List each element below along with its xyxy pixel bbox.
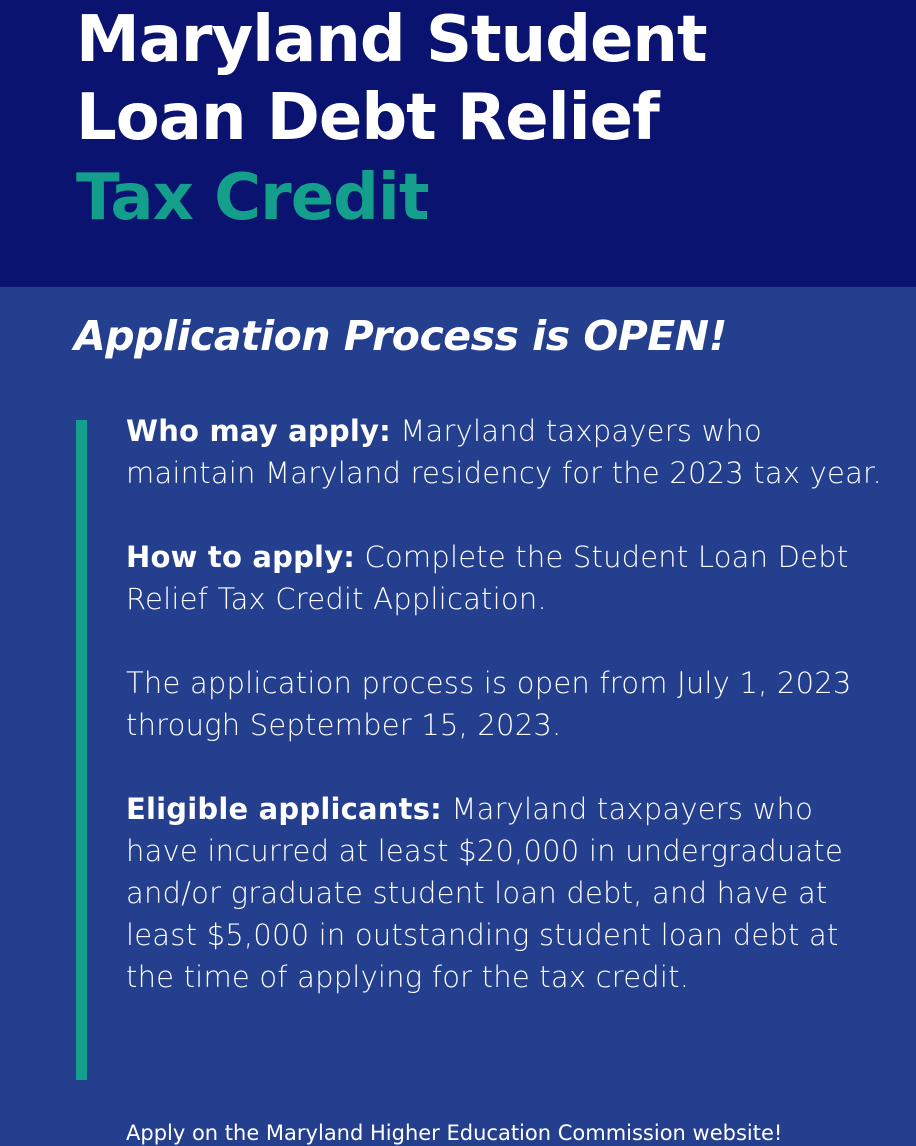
section-label: Who may apply: xyxy=(126,414,391,448)
accent-bar xyxy=(76,420,87,1080)
title-line-2: Loan Debt Relief xyxy=(76,81,659,155)
section-text: Maryland taxpayers who maintain Maryland residency for the 2023 tax year. xyxy=(126,414,882,490)
section-text: Maryland taxpayers who have incurred at least $20,000 in undergraduate and/or graduate student loan debt, and have at least $5,000 in outstanding student loan debt at the time of applying for the tax credit. xyxy=(126,792,844,994)
eligible-applicants-section xyxy=(126,788,886,998)
who-may-apply-section xyxy=(126,410,886,494)
section-label: Eligible applicants: xyxy=(126,792,442,826)
section-text: The application process is open from July 1, 2023 through September 15, 2023. xyxy=(126,666,852,742)
title-line-1: Maryland Student xyxy=(76,3,707,77)
how-to-apply-section xyxy=(126,536,886,620)
application-period-section xyxy=(126,662,886,746)
section-label: How to apply: xyxy=(126,540,356,574)
info-content xyxy=(126,410,886,1040)
footer-note: Apply on the Maryland Higher Education Commission website! xyxy=(126,1121,783,1145)
subtitle: Application Process is OPEN! xyxy=(74,312,727,360)
header-banner xyxy=(0,0,916,287)
section-text: Complete the Student Loan Debt Relief Tax Credit Application. xyxy=(126,540,849,616)
title-line-3: Tax Credit xyxy=(76,161,429,235)
